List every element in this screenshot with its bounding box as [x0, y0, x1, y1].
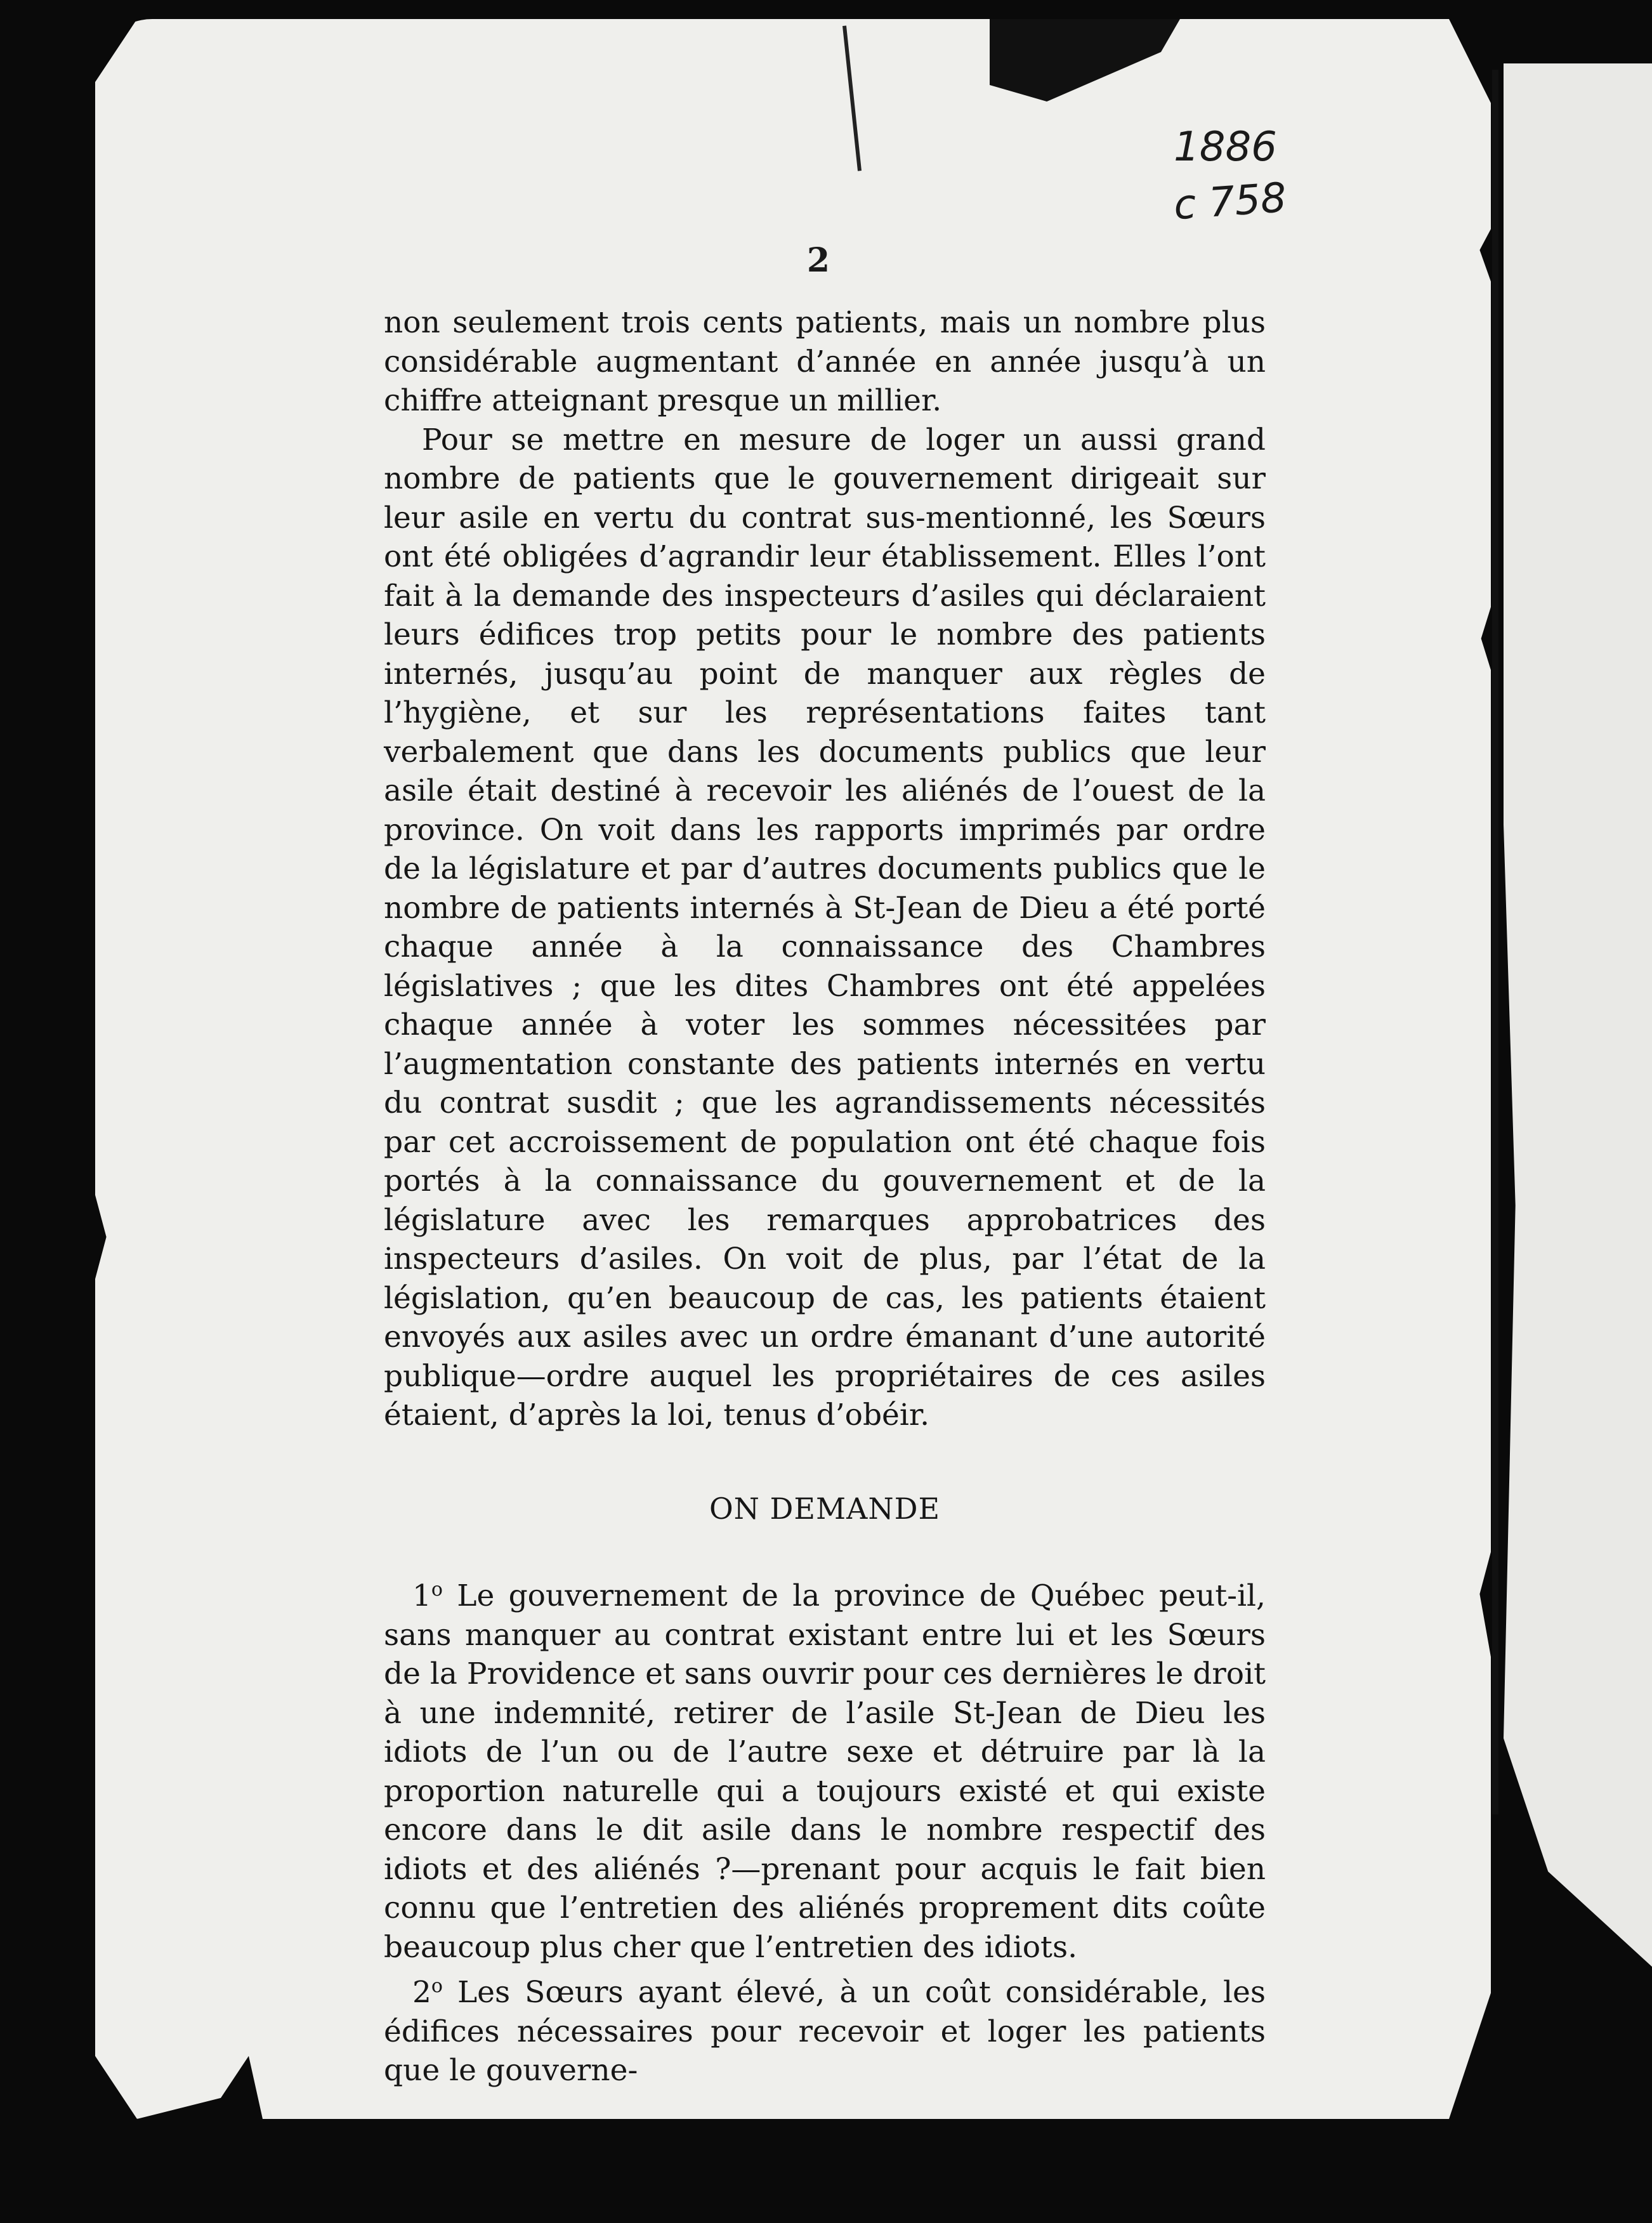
binding-edge: [1492, 70, 1498, 1814]
section-heading: ON DEMANDE: [709, 1491, 941, 1526]
question-2-ordinal: o: [431, 1975, 443, 1997]
question-1: [384, 1570, 1266, 1967]
question-1-number: 1: [412, 1578, 431, 1613]
question-1-ordinal: o: [431, 1578, 443, 1601]
question-2: [384, 1967, 1266, 2090]
question-2-number: 2: [412, 1975, 431, 2010]
paragraph-continuation: non seulement trois cents patients, mais un nombre plus considérable augmentant d’année en année jusqu’à un chiffre atteignant presque un millier.: [384, 305, 1266, 418]
paragraph-main: Pour se mettre en mesure de loger un aussi grand nombre de patients que le gouvernement dirigeait sur leur asile en vertu du contrat sus-mentionné, les Sœurs ont été obligées d’agrandir leur établissement. Elles l’ont fait à la demande des inspecteurs d’asiles qui déclaraient leurs édifices trop petits pour le nombre des patients internés, jusqu’au point de manquer aux règles de l’hygiène, et sur les représentations faites tant verbalement que dans les documents publics que leur asile était destiné à recevoir les aliénés de l’ouest de la province. On voit dans les rapports imprimés par ordre de la législature et par d’autres documents publics que le nombre de patients internés à St-Jean de Dieu a été porté chaque année à la connaissance des Chambres législatives ; que les dites Chambres ont été appelées chaque année à voter les sommes nécessitées par l’augmentation constante des patients internés en vertu du contrat susdit ; que les agrandissements nécessités par cet accroissement de population ont été chaque fois portés à la connaissance du gouvernement et de la législature avec les remarques approbatrices des inspecteurs d’asiles. On voit de plus, par l’état de la législation, qu’en beaucoup de cas, les patients étaient envoyés aux asiles avec un ordre émanant d’une autorité publique—ordre auquel les propriétaires de ces asiles étaient, d’après la loi, tenus d’obéir.: [384, 422, 1266, 1433]
handwritten-annotation: [1174, 121, 1326, 235]
question-1-text: Le gouvernement de la province de Québec peut-il, sans manquer au contrat existant entre lui et les Sœurs de la Providence et sans ouvrir pour ces dernières le droit à une indemnité, retirer de l’asile St-Jean de Dieu les idiots de l’un ou de l’autre sexe et détruire par là la proportion naturelle qui a toujours existé et qui existe encore dans le dit asile dans le nombre respectif des idiots et des aliénés ?—prenant pour acquis le fait bien connu que l’entretien des aliénés proprement dits coûte beaucoup plus cher que l’entretien des idiots.: [384, 1578, 1266, 1965]
annotation-call-number: c 758: [1172, 174, 1288, 230]
question-2-text: Les Sœurs ayant élevé, à un coût considérable, les édifices nécessaires pour recevoir et loger les patients que le gouverne-: [384, 1975, 1266, 2088]
annotation-year: 1886: [1174, 124, 1277, 171]
body-text: [384, 303, 1266, 2090]
page-number: 2: [806, 241, 830, 280]
adjacent-page: [1504, 63, 1652, 1967]
